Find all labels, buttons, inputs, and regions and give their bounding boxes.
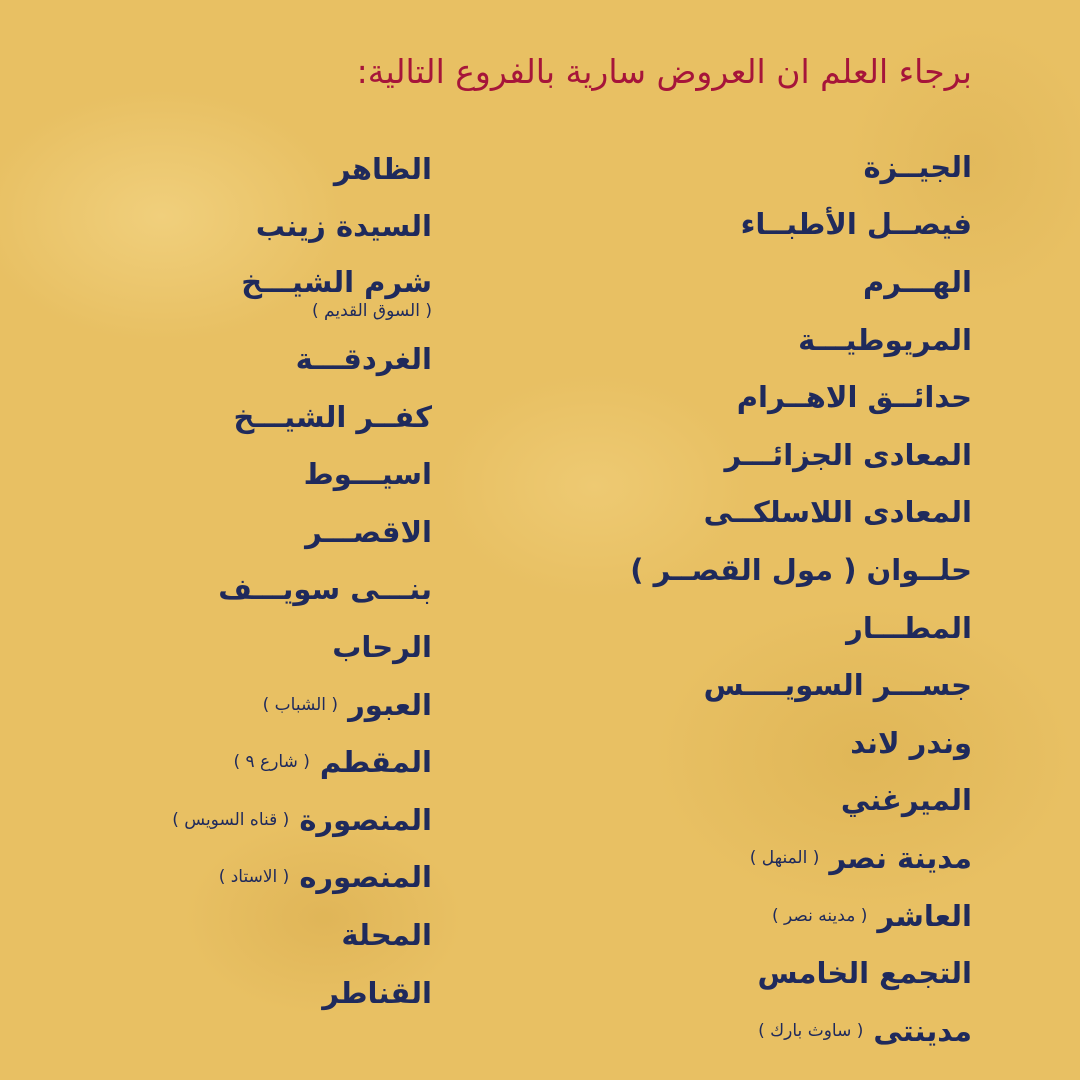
branch-name: المعادى اللاسلكــى: [703, 495, 972, 530]
branch-note: ( قناه السويس ): [172, 809, 290, 830]
page-title: برجاء العلم ان العروض سارية بالفروع التالية:: [356, 52, 972, 91]
list-item: [630, 138, 972, 196]
list-item: [172, 255, 432, 330]
list-item: [630, 656, 972, 714]
list-item: [630, 311, 972, 369]
branch-list-right: [630, 138, 972, 1060]
list-item: [630, 253, 972, 311]
list-item: [172, 330, 432, 388]
list-item: [172, 849, 432, 907]
branch-name: الجيــزة: [863, 149, 972, 184]
branch-name: شرم الشيـــخ: [241, 264, 432, 299]
branch-name: جســـر السويــــس: [703, 668, 972, 703]
list-item: [172, 503, 432, 561]
branch-name: المحلة: [341, 917, 432, 952]
list-item: [630, 944, 972, 1002]
branch-note: ( شارع ٩ ): [233, 752, 310, 773]
list-item: [630, 599, 972, 657]
branch-name: المقطم: [319, 745, 432, 780]
list-item: [172, 676, 432, 734]
branch-name: السيدة زينب: [255, 209, 432, 244]
branch-list-left: [172, 140, 432, 1021]
branch-name: بنـــى سويـــف: [218, 572, 432, 607]
list-item: [172, 445, 432, 503]
branch-name: المنصوره: [299, 860, 432, 895]
branch-name: مدينة نصر: [829, 840, 972, 875]
branch-note: ( الاستاد ): [218, 867, 290, 888]
branch-name: وندر لاند: [850, 725, 972, 760]
branch-name: الهـــرم: [862, 264, 972, 299]
branch-name: المريوطيـــة: [798, 322, 972, 357]
branch-name: الميرغني: [840, 783, 972, 818]
list-item: [630, 426, 972, 484]
branch-name: كفــر الشيـــخ: [233, 399, 432, 434]
branch-name: فيصــل الأطبــاء: [740, 207, 972, 242]
list-item: [630, 368, 972, 426]
list-item: [172, 791, 432, 849]
branch-name: التجمع الخامس: [757, 956, 972, 991]
branch-note: ( السوق القديم ): [312, 300, 432, 321]
branch-name: اسيـــوط: [303, 457, 432, 492]
branch-name: حدائــق الاهــرام: [736, 380, 972, 415]
list-item: [630, 829, 972, 887]
list-item: [172, 140, 432, 198]
list-item: [172, 964, 432, 1022]
branch-name: مدينتى: [873, 1013, 972, 1048]
list-item: [630, 484, 972, 542]
branch-name: المنصورة: [299, 802, 432, 837]
branch-note: ( ساوث بارك ): [758, 1020, 864, 1041]
branch-name: الرحاب: [332, 629, 432, 664]
branch-name: المعادى الجزائـــر: [724, 437, 972, 472]
list-item: [172, 906, 432, 964]
branch-name: العاشر: [877, 898, 972, 933]
list-item: [630, 714, 972, 772]
list-item: [630, 196, 972, 254]
branch-name: القناطر: [322, 975, 432, 1010]
list-item: [172, 618, 432, 676]
list-item: [172, 198, 432, 256]
branch-note: ( المنهل ): [749, 847, 820, 868]
branch-name: الغردقـــة: [295, 341, 432, 376]
branch-note: ( مدينه نصر ): [772, 905, 868, 926]
list-item: [172, 388, 432, 446]
list-item: [630, 772, 972, 830]
list-item: [630, 1002, 972, 1060]
list-item: [630, 541, 972, 599]
list-item: [172, 733, 432, 791]
branch-name: المطـــار: [846, 610, 972, 645]
list-item: [630, 887, 972, 945]
branch-note: ( الشباب ): [262, 694, 339, 715]
list-item: [172, 561, 432, 619]
branch-name: حلــوان ( مول القصــر ): [630, 552, 972, 587]
branch-name: الاقصـــر: [305, 514, 432, 549]
branch-name: العبور: [348, 687, 432, 722]
branch-name: الظاهر: [333, 151, 432, 186]
